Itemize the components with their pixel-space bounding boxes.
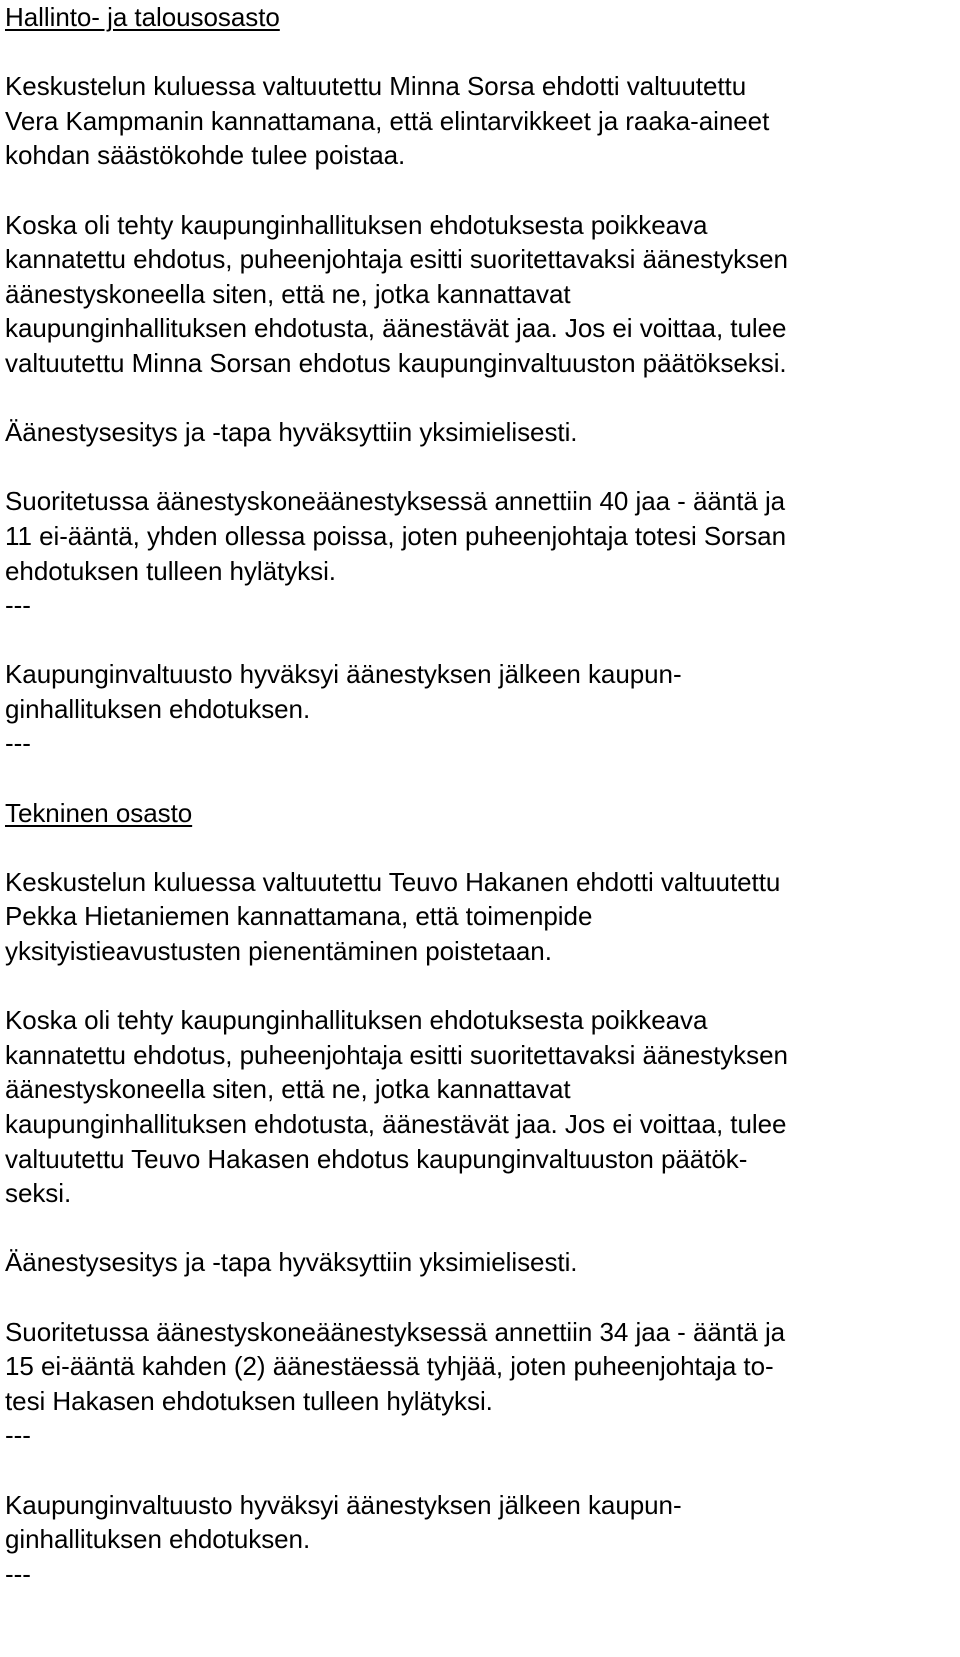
approval-paragraph: Äänestysesitys ja -tapa hyväksyttiin yksimielisesti. bbox=[5, 417, 578, 448]
text-line: ehdotuksen tulleen hylätyksi. bbox=[5, 555, 336, 586]
decision-paragraph bbox=[5, 1488, 955, 1557]
text-line: äänestyskoneella siten, että ne, jotka kannattavat bbox=[5, 1074, 571, 1105]
approval-paragraph: Äänestysesitys ja -tapa hyväksyttiin yksimielisesti. bbox=[5, 1247, 578, 1278]
text-line: kohdan säästökohde tulee poistaa. bbox=[5, 140, 406, 171]
separator: --- bbox=[5, 728, 31, 759]
text-line: Kaupunginvaltuusto hyväksyi äänestyksen jälkeen kaupun- bbox=[5, 1489, 682, 1520]
separator: --- bbox=[5, 1420, 31, 1451]
text-line: valtuutettu Minna Sorsan ehdotus kaupunginvaltuuston päätökseksi. bbox=[5, 347, 787, 378]
separator: --- bbox=[5, 1558, 31, 1589]
text-line: Suoritetussa äänestyskoneäänestyksessä annettiin 40 jaa - ääntä ja bbox=[5, 486, 786, 517]
proposal-paragraph bbox=[5, 865, 955, 969]
result-paragraph bbox=[5, 484, 955, 588]
text-line: äänestyskoneella siten, että ne, jotka kannattavat bbox=[5, 278, 571, 309]
text-line: ginhallituksen ehdotuksen. bbox=[5, 1524, 311, 1555]
text-line: kaupunginhallituksen ehdotusta, äänestävät jaa. Jos ei voittaa, tulee bbox=[5, 313, 787, 344]
text-line: kaupunginhallituksen ehdotusta, äänestävät jaa. Jos ei voittaa, tulee bbox=[5, 1109, 787, 1139]
document-page bbox=[5, 0, 955, 1591]
text-line: Pekka Hietaniemen kannattamana, että toimenpide bbox=[5, 901, 593, 932]
section-hallinto bbox=[5, 0, 955, 796]
decision-paragraph bbox=[5, 657, 955, 726]
text-line: tesi Hakasen ehdotuksen tulleen hylätyksi. bbox=[5, 1385, 493, 1416]
separator: --- bbox=[5, 590, 31, 621]
procedure-paragraph bbox=[5, 1003, 955, 1211]
text-line: kannatettu ehdotus, puheenjohtaja esitti suoritettavaksi äänestyksen bbox=[5, 1039, 788, 1070]
text-line: Keskustelun kuluessa valtuutettu Teuvo Hakanen ehdotti valtuutettu bbox=[5, 866, 781, 897]
section-heading: Hallinto- ja talousosasto bbox=[5, 2, 280, 32]
proposal-paragraph bbox=[5, 69, 955, 173]
text-line: kannatettu ehdotus, puheenjohtaja esitti suoritettavaksi äänestyksen bbox=[5, 244, 788, 275]
section-heading: Tekninen osasto bbox=[5, 797, 193, 828]
text-line: Vera Kampmanin kannattamana, että elintarvikkeet ja raaka-aineet bbox=[5, 105, 770, 136]
text-line: Koska oli tehty kaupunginhallituksen ehdotuksesta poikkeava bbox=[5, 1005, 708, 1036]
text-line: Koska oli tehty kaupunginhallituksen ehdotuksesta poikkeava bbox=[5, 209, 708, 240]
result-paragraph bbox=[5, 1315, 955, 1419]
text-line: yksityistieavustusten pienentäminen poistetaan. bbox=[5, 936, 552, 967]
text-line: 11 ei-ääntä, yhden ollessa poissa, joten puheenjohtaja totesi Sorsan bbox=[5, 520, 786, 551]
text-line: valtuutettu Teuvo Hakasen ehdotus kaupunginvaltuuston päätök- bbox=[5, 1143, 748, 1174]
text-line: Keskustelun kuluessa valtuutettu Minna Sorsa ehdotti valtuutettu bbox=[5, 71, 747, 102]
text-line: Suoritetussa äänestyskoneäänestyksessä annettiin 34 jaa - ääntä ja bbox=[5, 1316, 786, 1347]
text-line: ginhallituksen ehdotuksen. bbox=[5, 693, 311, 724]
text-line: seksi. bbox=[5, 1178, 72, 1209]
section-tekninen bbox=[5, 796, 955, 1592]
text-line: 15 ei-ääntä kahden (2) äänestäessä tyhjää, joten puheenjohtaja to- bbox=[5, 1351, 774, 1382]
text-line: Kaupunginvaltuusto hyväksyi äänestyksen jälkeen kaupun- bbox=[5, 659, 682, 690]
procedure-paragraph bbox=[5, 208, 955, 381]
